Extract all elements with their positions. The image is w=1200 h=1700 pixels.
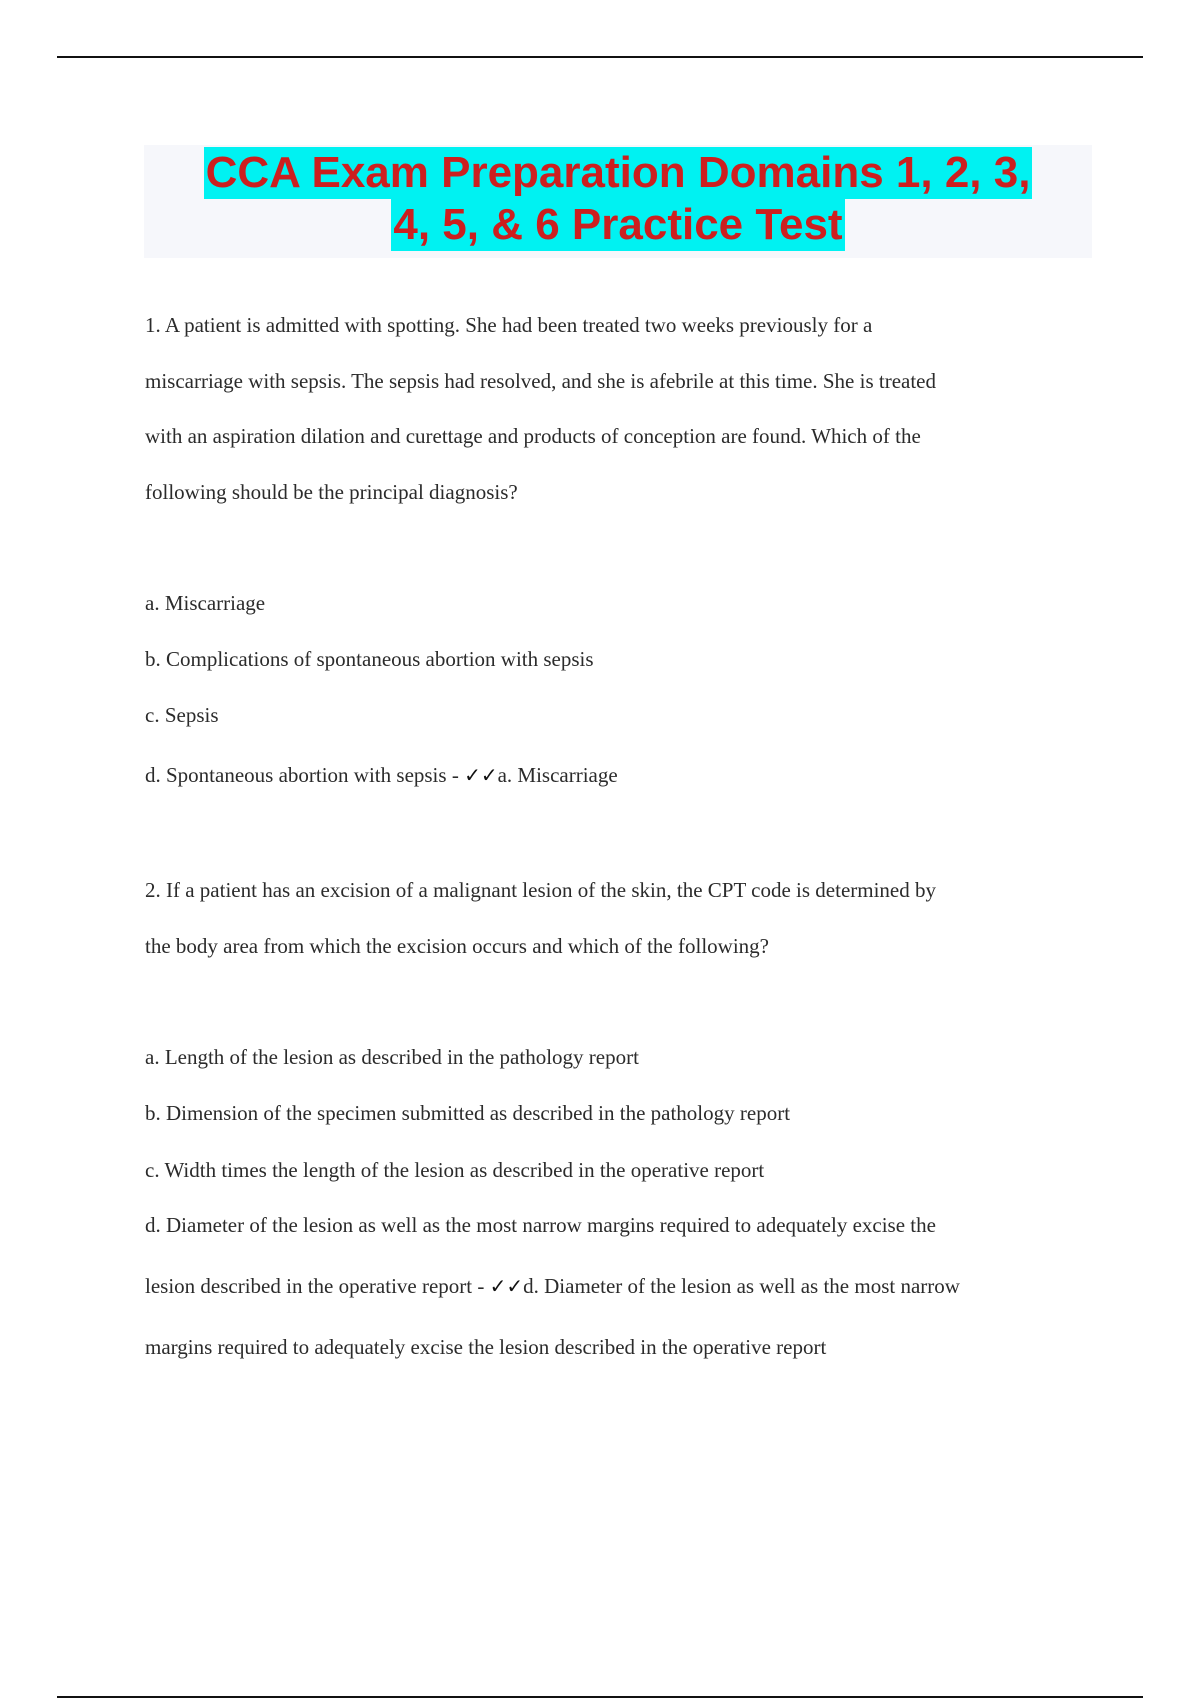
footer-rule: [57, 1696, 1143, 1698]
header-rule: [57, 56, 1143, 58]
question-1-option-b: b. Complications of spontaneous abortion with sepsis: [145, 647, 594, 671]
question-2-option-c: c. Width times the length of the lesion as described in the operative report: [145, 1158, 765, 1182]
check-mark-icon: ✓✓: [464, 763, 498, 787]
question-2-option-d-text: lesion described in the operative report -: [145, 1274, 490, 1298]
question-1-option-c: c. Sepsis: [145, 703, 219, 727]
question-2-option-d: d. Diameter of the lesion as well as the most narrow margins required to adequately excise the: [145, 1213, 936, 1237]
question-1-option-d-text: d. Spontaneous abortion with sepsis -: [145, 763, 465, 787]
question-1-answer: a. Miscarriage: [497, 763, 618, 787]
question-2-line-2: the body area from which the excision occurs and which of the following?: [145, 934, 769, 958]
question-1-option-d: [145, 760, 618, 790]
check-mark-icon: ✓✓: [489, 1274, 524, 1298]
question-2-option-a: a. Length of the lesion as described in the pathology report: [145, 1045, 639, 1069]
question-1-line-4: following should be the principal diagnosis?: [145, 480, 518, 504]
question-1-line-1: 1. A patient is admitted with spotting. She had been treated two weeks previously for a: [145, 313, 873, 337]
document-title-line-2: 4, 5, & 6 Practice Test: [393, 200, 843, 249]
question-1-line-2: miscarriage with sepsis. The sepsis had resolved, and she is afebrile at this time. She is treated: [145, 369, 936, 393]
question-2-answer: d. Diameter of the lesion as well as the most narrow: [523, 1274, 960, 1298]
question-2-option-b: b. Dimension of the specimen submitted as described in the pathology report: [145, 1101, 791, 1125]
question-1-option-a: a. Miscarriage: [145, 591, 266, 615]
document-title-line-1: CCA Exam Preparation Domains 1, 2, 3,: [205, 148, 1031, 197]
question-2-line-1: 2. If a patient has an excision of a malignant lesion of the skin, the CPT code is determined by: [145, 878, 937, 902]
question-2-option-d-continued: [145, 1271, 960, 1301]
question-2-answer-continued: margins required to adequately excise the lesion described in the operative report: [145, 1335, 827, 1359]
title-banner: [144, 145, 1092, 258]
question-1-line-3: with an aspiration dilation and curettage and products of conception are found. Which of the: [145, 424, 921, 448]
